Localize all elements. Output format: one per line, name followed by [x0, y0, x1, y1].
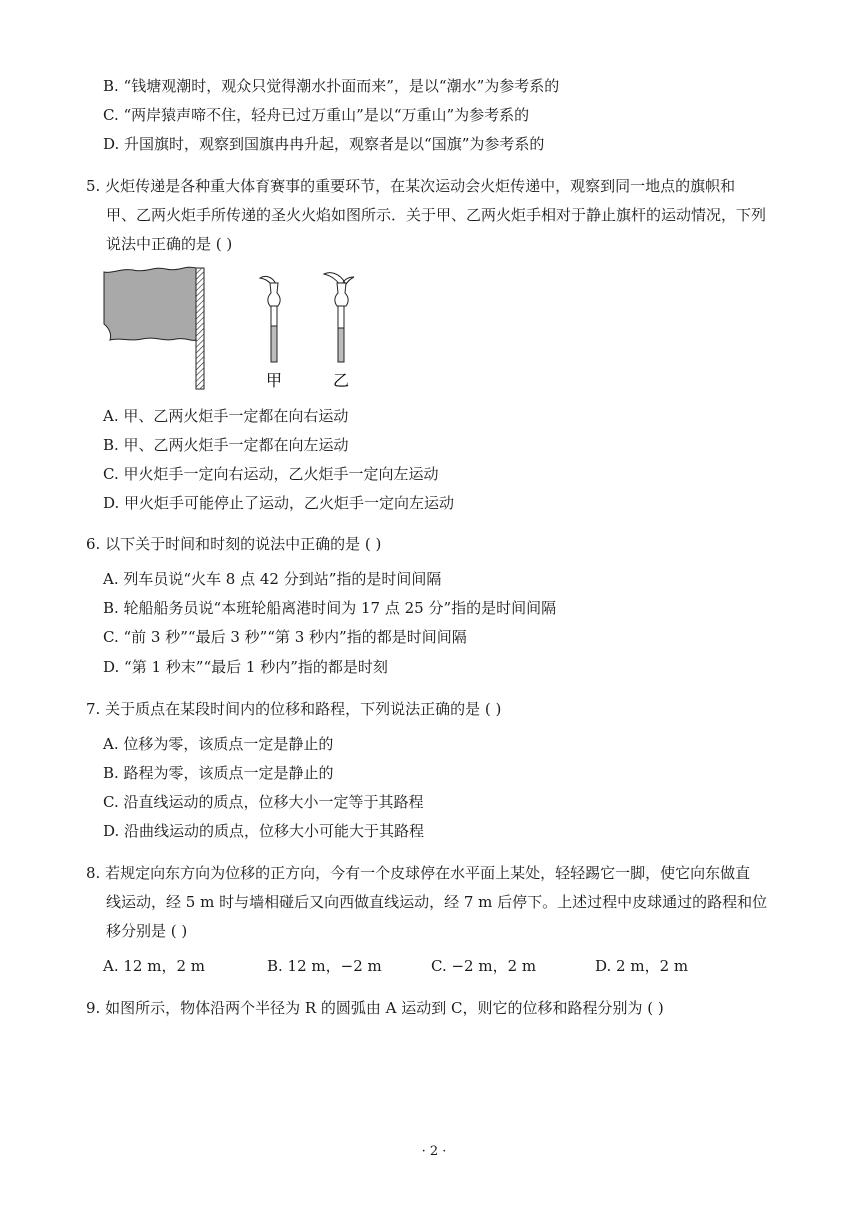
q8-choices [103, 955, 743, 975]
q6-stem: 6. 以下关于时间和时刻的说法中正确的是 ( ) [86, 535, 382, 553]
q8-choice-c: C. −2 m，2 m [431, 957, 537, 975]
q8-choice-d: D. 2 m，2 m [595, 957, 689, 975]
q8-stem-line-2: 线运动，经 5 m 时与墙相碰后又向西做直线运动，经 7 m 后停下。上述过程中皮球通过的路程和位 [106, 893, 768, 911]
torch-jia-icon [260, 276, 280, 362]
flagpole-icon [196, 268, 204, 389]
q6-option-a: A. 列车员说“火车 8 点 42 分到站”指的是时间间隔 [103, 570, 442, 588]
torch-yi-label: 乙 [332, 371, 350, 390]
q7-option-d: D. 沿曲线运动的质点，位移大小可能大于其路程 [103, 822, 425, 840]
q5-option-d: D. 甲火炬手可能停止了运动，乙火炬手一定向左运动 [103, 494, 455, 512]
q7-option-a: A. 位移为零，该质点一定是静止的 [103, 735, 334, 753]
flag-icon [104, 267, 196, 340]
q4-option-b: B. “钱塘观潮时，观众只觉得潮水扑面而来”，是以“潮水”为参考系的 [103, 77, 560, 95]
q6-option-b: B. 轮船船务员说“本班轮船离港时间为 17 点 25 分”指的是时间间隔 [103, 599, 557, 617]
flag-and-torches-figure [100, 262, 370, 394]
q8-stem-line-3: 移分别是 ( ) [106, 922, 188, 940]
q5-option-c: C. 甲火炬手一定向右运动，乙火炬手一定向左运动 [103, 465, 439, 483]
torch-jia-label: 甲 [265, 371, 283, 390]
torch-yi-icon [324, 273, 354, 362]
q8-stem-line-1: 8. 若规定向东方向为位移的正方向，今有一个皮球停在水平面上某处，轻轻踢它一脚，使它向东做直 [86, 864, 751, 882]
q5-stem-line-2: 甲、乙两火炬手所传递的圣火火焰如图所示．关于甲、乙两火炬手相对于静止旗杆的运动情况，下列 [106, 206, 767, 224]
q5-option-b: B. 甲、乙两火炬手一定都在向左运动 [103, 436, 349, 454]
q9-stem: 9. 如图所示，物体沿两个半径为 R 的圆弧由 A 运动到 C，则它的位移和路程分别为 ( ) [86, 999, 664, 1017]
q5-stem-line-1: 5. 火炬传递是各种重大体育赛事的重要环节，在某次运动会火炬传递中，观察到同一地点的旗帜和 [86, 177, 736, 195]
q8-choice-a: A. 12 m，2 m [103, 957, 205, 975]
q5-option-a: A. 甲、乙两火炬手一定都在向右运动 [103, 407, 349, 425]
q6-option-c: C. “前 3 秒”“最后 3 秒”“第 3 秒内”指的都是时间间隔 [103, 628, 467, 646]
q7-option-b: B. 路程为零，该质点一定是静止的 [103, 764, 334, 782]
q4-option-c: C. “两岸猿声啼不住，轻舟已过万重山”是以“万重山”为参考系的 [103, 106, 530, 124]
page-number: · 2 · [421, 1144, 447, 1159]
q6-option-d: D. “第 1 秒末”“最后 1 秒内”指的都是时刻 [103, 658, 388, 676]
q7-option-c: C. 沿直线运动的质点，位移大小一定等于其路程 [103, 793, 424, 811]
q8-choice-b: B. 12 m，−2 m [267, 957, 382, 975]
q7-stem: 7. 关于质点在某段时间内的位移和路程，下列说法正确的是 ( ) [86, 700, 502, 718]
q4-option-d: D. 升国旗时，观察到国旗冉冉升起，观察者是以“国旗”为参考系的 [103, 135, 545, 153]
q5-stem-line-3: 说法中正确的是 ( ) [106, 235, 233, 253]
